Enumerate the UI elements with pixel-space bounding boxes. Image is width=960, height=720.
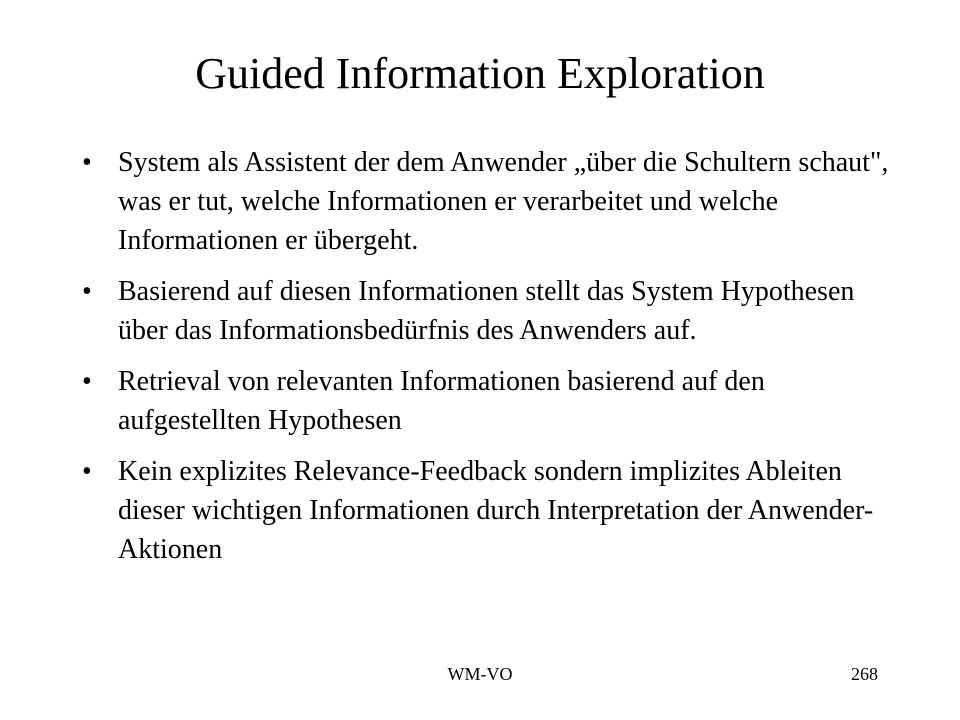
page-number: 268 bbox=[851, 664, 878, 684]
bullet-item bbox=[82, 362, 902, 440]
bullet-dot-icon: • bbox=[82, 456, 92, 487]
bullet-text: Retrieval von relevanten Informationen basierend auf den aufgestellten Hypothesen bbox=[118, 366, 765, 436]
bullet-dot-icon: • bbox=[82, 147, 92, 178]
bullet-list bbox=[82, 143, 902, 569]
bullet-text: Kein explizites Relevance-Feedback sondern implizites Ableiten dieser wichtigen Informationen durch Interpretation der Anwender-Aktionen bbox=[118, 456, 874, 565]
bullet-dot-icon: • bbox=[82, 366, 92, 397]
bullet-item bbox=[82, 452, 902, 569]
bullet-item bbox=[82, 272, 902, 350]
bullet-text: Basierend auf diesen Informationen stellt das System Hypothesen über das Informationsbedürfnis des Anwenders auf. bbox=[118, 276, 855, 346]
footer-label: WM-VO bbox=[447, 664, 513, 684]
bullet-item bbox=[82, 143, 902, 260]
bullet-dot-icon: • bbox=[82, 276, 92, 307]
bullet-text: System als Assistent der dem Anwender „über die Schultern schaut", was er tut, welche Informationen er verarbeitet und welche Informationen er übergeht. bbox=[118, 147, 889, 256]
slide-title: Guided Information Exploration bbox=[195, 49, 765, 98]
